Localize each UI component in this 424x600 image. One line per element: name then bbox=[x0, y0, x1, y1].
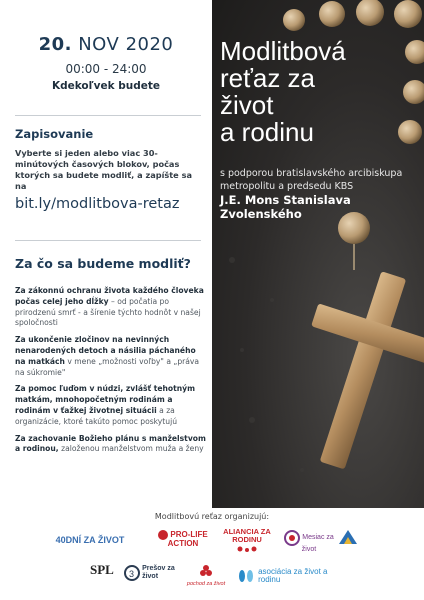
organizers-footer bbox=[0, 508, 424, 600]
footprints-icon bbox=[236, 568, 256, 584]
divider bbox=[15, 115, 201, 116]
poster-title: Modlitbová reťaz za život a rodinu bbox=[220, 36, 346, 147]
signup-heading: Zapisovanie bbox=[15, 127, 94, 141]
signup-instructions: Vyberte si jeden alebo viac 30-minútových časových blokov, počas ktorých sa budete modliť, a zapíšte sa na bbox=[15, 148, 192, 191]
svg-text:3: 3 bbox=[129, 569, 135, 579]
logo-asociacia-za-zivot-a-rodinu: asociácia za život a rodinu bbox=[236, 568, 356, 584]
logo-pro-life-action: PRO-LIFE ACTION bbox=[152, 530, 214, 548]
family-icon bbox=[236, 546, 258, 556]
divider bbox=[15, 240, 201, 241]
signup-link[interactable]: bit.ly/modlitbova-retaz bbox=[15, 196, 180, 212]
event-info-column bbox=[0, 0, 212, 508]
prayer-intention: Za pomoc ľuďom v núdzi, zvlášť tehotným matkám, mnohopočetným rodinám a rodinám v ťažkej životnej situácii a za organizácie, ktoré takúto pomoc poskytujú bbox=[15, 384, 196, 426]
presov-icon bbox=[124, 564, 140, 582]
logo-aliancia-za-rodinu: ALIANCIA ZA RODINU bbox=[222, 528, 272, 556]
flower-icon bbox=[199, 564, 213, 578]
prayer-intention: Za ukončenie zločinov na nevinných nenarodených detoch a násilia páchaného na matkách v mene „možnosti voľby" a „práva na súkromie" bbox=[15, 335, 200, 377]
logo-mesiac-za-zivot: Mesiac za život bbox=[282, 530, 336, 554]
cross bbox=[272, 256, 424, 486]
prayer-intention: Za zákonnú ochranu života každého človeka počas celej jeho dĺžky – od počatia po prirodzenú smrť - a šírenie týchto hodnôt v našej spoločnosti bbox=[15, 286, 204, 328]
organizers-heading: Modlitbovú reťaz organizujú: bbox=[154, 512, 270, 521]
poster-subtitle: s podporou bratislavského arcibiskupa metropolitu a predsedu KBS J.E. Mons Stanislava Zvolenského bbox=[220, 168, 403, 221]
logo-40-dni-za-zivot: 40DNÍ ZA ŽIVOT bbox=[55, 535, 125, 545]
event-time: 00:00 - 24:00 bbox=[65, 62, 147, 76]
logo-presov-za-zivot: 3 Prešov za život bbox=[124, 564, 180, 582]
logo-pochod-za-zivot: pochod za život bbox=[186, 564, 226, 588]
logo-spl: SPL bbox=[90, 562, 114, 577]
logo-mountain bbox=[336, 528, 360, 548]
event-date: 20. NOV 2020 bbox=[38, 34, 174, 55]
prayer-intention: Za zachovanie Božieho plánu s manželstvom a rodinou, založenou manželstvom muža a ženy bbox=[15, 433, 206, 454]
heart-circle-icon bbox=[284, 530, 300, 546]
hero-panel bbox=[212, 0, 424, 508]
event-place: Kdekoľvek budete bbox=[51, 80, 161, 92]
prayer-intentions-heading: Za čo sa budeme modliť? bbox=[15, 256, 191, 271]
prayer-intentions-list bbox=[15, 286, 207, 461]
mountain-icon bbox=[337, 528, 359, 546]
